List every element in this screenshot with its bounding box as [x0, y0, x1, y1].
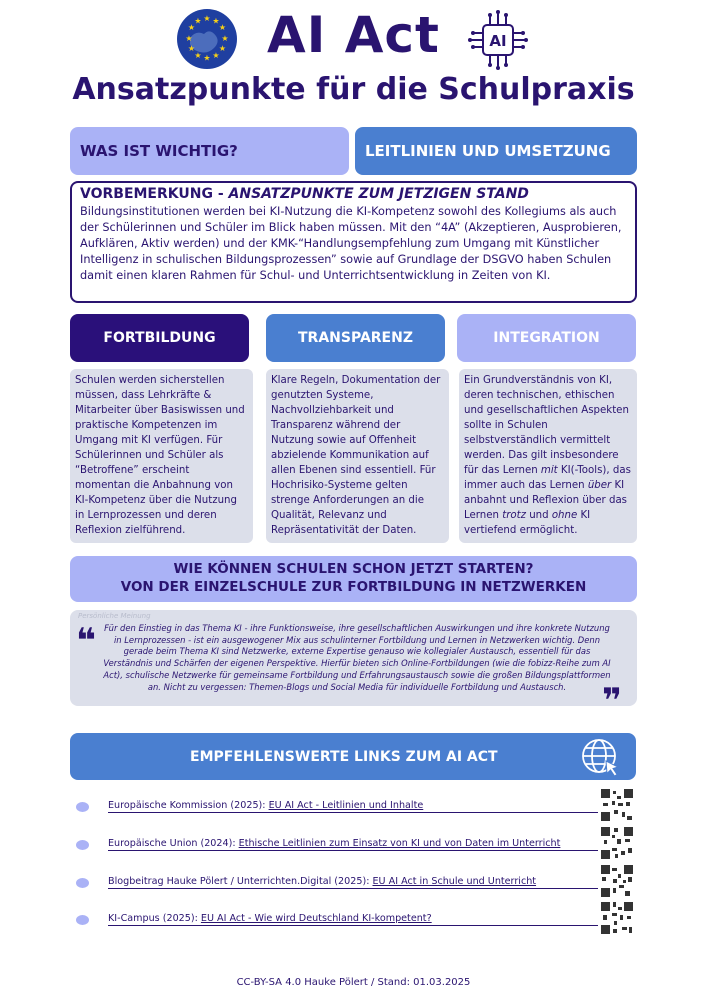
svg-text:★: ★ [203, 53, 211, 63]
svg-text:★: ★ [218, 23, 227, 32]
transparenz-text: Klare Regeln, Dokumentation der genutzten Systeme, Nachvollziehbarkeit und Transparenz während der Nutzung sowie auf Offenheit abzielende Kommunikation auf allen Ebenen sind essentiell. Für Hochrisiko-Systeme gelten strenge Anforderungen an die Qualität, Relevanz und Repräsentativität der Daten. [266, 369, 449, 543]
integration-text-part: KI(-Tools), das immer auch das Lernen [464, 465, 631, 491]
link-title[interactable]: Ethische Leitlinien zum Einsatz von KI und von Daten im Unterricht [238, 838, 561, 849]
integration-text-part: Ein Grundverständnis von KI, deren technischen, ethischen und gesellschaftlichen Aspekten sollte in Schulen selbstverständlich vermittelt werden. Das gilt insbesondere für das Lernen [464, 375, 629, 476]
bullet-icon [76, 915, 89, 925]
ai-chip-icon [466, 8, 530, 72]
link-title[interactable]: EU AI Act - Wie wird Deutschland KI-kompetent? [200, 913, 432, 924]
link-item[interactable] [76, 838, 600, 856]
fortbildung-heading: FORTBILDUNG [70, 314, 249, 362]
tab-guidelines: LEITLINIEN UND UMSETZUNG [355, 127, 637, 175]
integration-emphasis: trotz [502, 510, 526, 521]
link-title[interactable]: EU AI Act in Schule und Unterricht [372, 876, 537, 887]
qr-code-icon [600, 826, 634, 860]
link-source: KI-Campus (2025): [108, 913, 201, 924]
bullet-icon [76, 802, 89, 812]
link-item[interactable] [76, 876, 600, 894]
svg-text:★: ★ [221, 34, 229, 43]
preliminary-remark-title [80, 185, 627, 204]
bullet-icon [76, 840, 89, 850]
qr-code-icon [600, 864, 634, 898]
svg-text:★: ★ [185, 34, 193, 43]
page-title: AI Act [267, 6, 440, 64]
page-subtitle: Ansatzpunkte für die Schulpraxis [72, 72, 635, 107]
link-item[interactable] [76, 800, 600, 818]
link-text[interactable] [108, 800, 598, 813]
link-title[interactable]: EU AI Act - Leitlinien und Inhalte [268, 800, 424, 811]
fortbildung-text: Schulen werden sicherstellen müssen, dass Lehrkräfte & Mitarbeiter über Basiswissen und praktische Kompetenzen im Umgang mit KI verfügen. Für Schülerinnen und Schüler als “Betroffene” erscheint momentan die Anbahnung von KI-Kompetenz über die Nutzung in Lernprozessen und deren Reflexion zielführend. [70, 369, 253, 543]
opinion-quote-box [70, 610, 637, 721]
svg-text:★: ★ [187, 44, 196, 53]
start-heading-box [70, 556, 637, 602]
quote-label: Persönliche Meinung [78, 612, 151, 620]
link-source: Europäische Kommission (2025): [108, 800, 269, 811]
integration-text [459, 369, 637, 543]
integration-emphasis: ohne [551, 510, 578, 521]
svg-text:★: ★ [203, 14, 211, 23]
integration-text-part: KI vertiefend ermöglicht. [464, 510, 591, 536]
prelim-title-prefix: VORBEMERKUNG - [80, 186, 229, 202]
start-heading-line-1: WIE KÖNNEN SCHULEN SCHON JETZT STARTEN? [173, 561, 534, 577]
start-heading-line-2: VON DER EINZELSCHULE ZUR FORTBILDUNG IN NETZWERKEN [120, 579, 587, 595]
svg-text:★: ★ [194, 51, 202, 60]
preliminary-remark-box [70, 181, 637, 303]
integration-emphasis: mit [540, 465, 558, 476]
link-item[interactable] [76, 913, 600, 931]
links-heading: EMPFEHLENSWERTE LINKS ZUM AI ACT [70, 733, 636, 780]
tab-what-is-important: WAS IST WICHTIG? [70, 127, 349, 175]
link-text[interactable] [108, 838, 598, 851]
quote-text: Für den Einstieg in das Thema KI - ihre Funktionsweise, ihre gesellschaftlichen Auswirkungen und ihre konkrete Nutzung in Lernprozessen - ist ein ausgewogener Mix aus schulinterner Fortbildung und Lernen in Netzwerken wichtig. Denn gerade beim Thema KI sind Netzwerke, externe Expertise genauso wie kollegialer Austausch, essentiell für das Verständnis und Schärfen der eigenen Perspektive. Hierfür bieten sich Online-Fortbildungen (wie die fobizz-Reihe zum AI Act), schulische Netzwerke für gemeinsame Fortbildung und Erfahrungsaustausch sowie die großen Bildungsplattformen an. Nicht zu vergessen: Themen-Blogs und Social Media für individuelle Fortbildung und Austausch. [103, 623, 611, 692]
link-source: Blogbeitrag Hauke Pölert / Unterrichten.Digital (2025): [108, 876, 373, 887]
svg-text:★: ★ [212, 51, 220, 60]
integration-heading: INTEGRATION [457, 314, 636, 362]
footer-license: CC-BY-SA 4.0 Hauke Pölert / Stand: 01.03.2025 [236, 977, 471, 988]
transparenz-heading: TRANSPARENZ [266, 314, 445, 362]
integration-text-part: KI anbahnt und Reflexion über das Lernen [464, 480, 627, 521]
close-quote-icon: ❞ [602, 681, 622, 721]
ai-chip-label: AI [489, 32, 507, 50]
svg-text:★: ★ [212, 16, 220, 26]
link-source: Europäische Union (2024): [108, 838, 239, 849]
prelim-title-emphasis: ANSATZPUNKTE ZUM JETZIGEN STAND [228, 186, 529, 202]
integration-text-part: und [525, 510, 552, 521]
qr-code-icon [600, 901, 634, 935]
globe-cursor-icon [580, 737, 622, 777]
svg-text:★: ★ [187, 23, 196, 32]
integration-emphasis: über [587, 480, 612, 491]
preliminary-remark-text: Bildungsinstitutionen werden bei KI-Nutzung die KI-Kompetenz sowohl des Kollegiums als auch der Schülerinnen und Schüler im Blick haben müssen. Mit den “4A” (Akzeptieren, Ausprobieren, Aufklären, Aktiv werden) und der KMK-“Handlungsempfehlung zum Umgang mit Künstlicher Intelligenz in schulischen Bildungsprozessen” sowie auf Grundlage der DSGVO haben Schulen damit einen klaren Rahmen für Schul- und Unterrichtsentwicklung in Zeiten von KI. [80, 205, 622, 282]
link-text[interactable] [108, 876, 598, 889]
svg-text:★: ★ [194, 16, 202, 26]
open-quote-icon: ❝ [76, 621, 96, 661]
link-text[interactable] [108, 913, 598, 926]
bullet-icon [76, 878, 89, 888]
qr-code-icon [600, 788, 634, 822]
svg-text:★: ★ [218, 44, 227, 53]
